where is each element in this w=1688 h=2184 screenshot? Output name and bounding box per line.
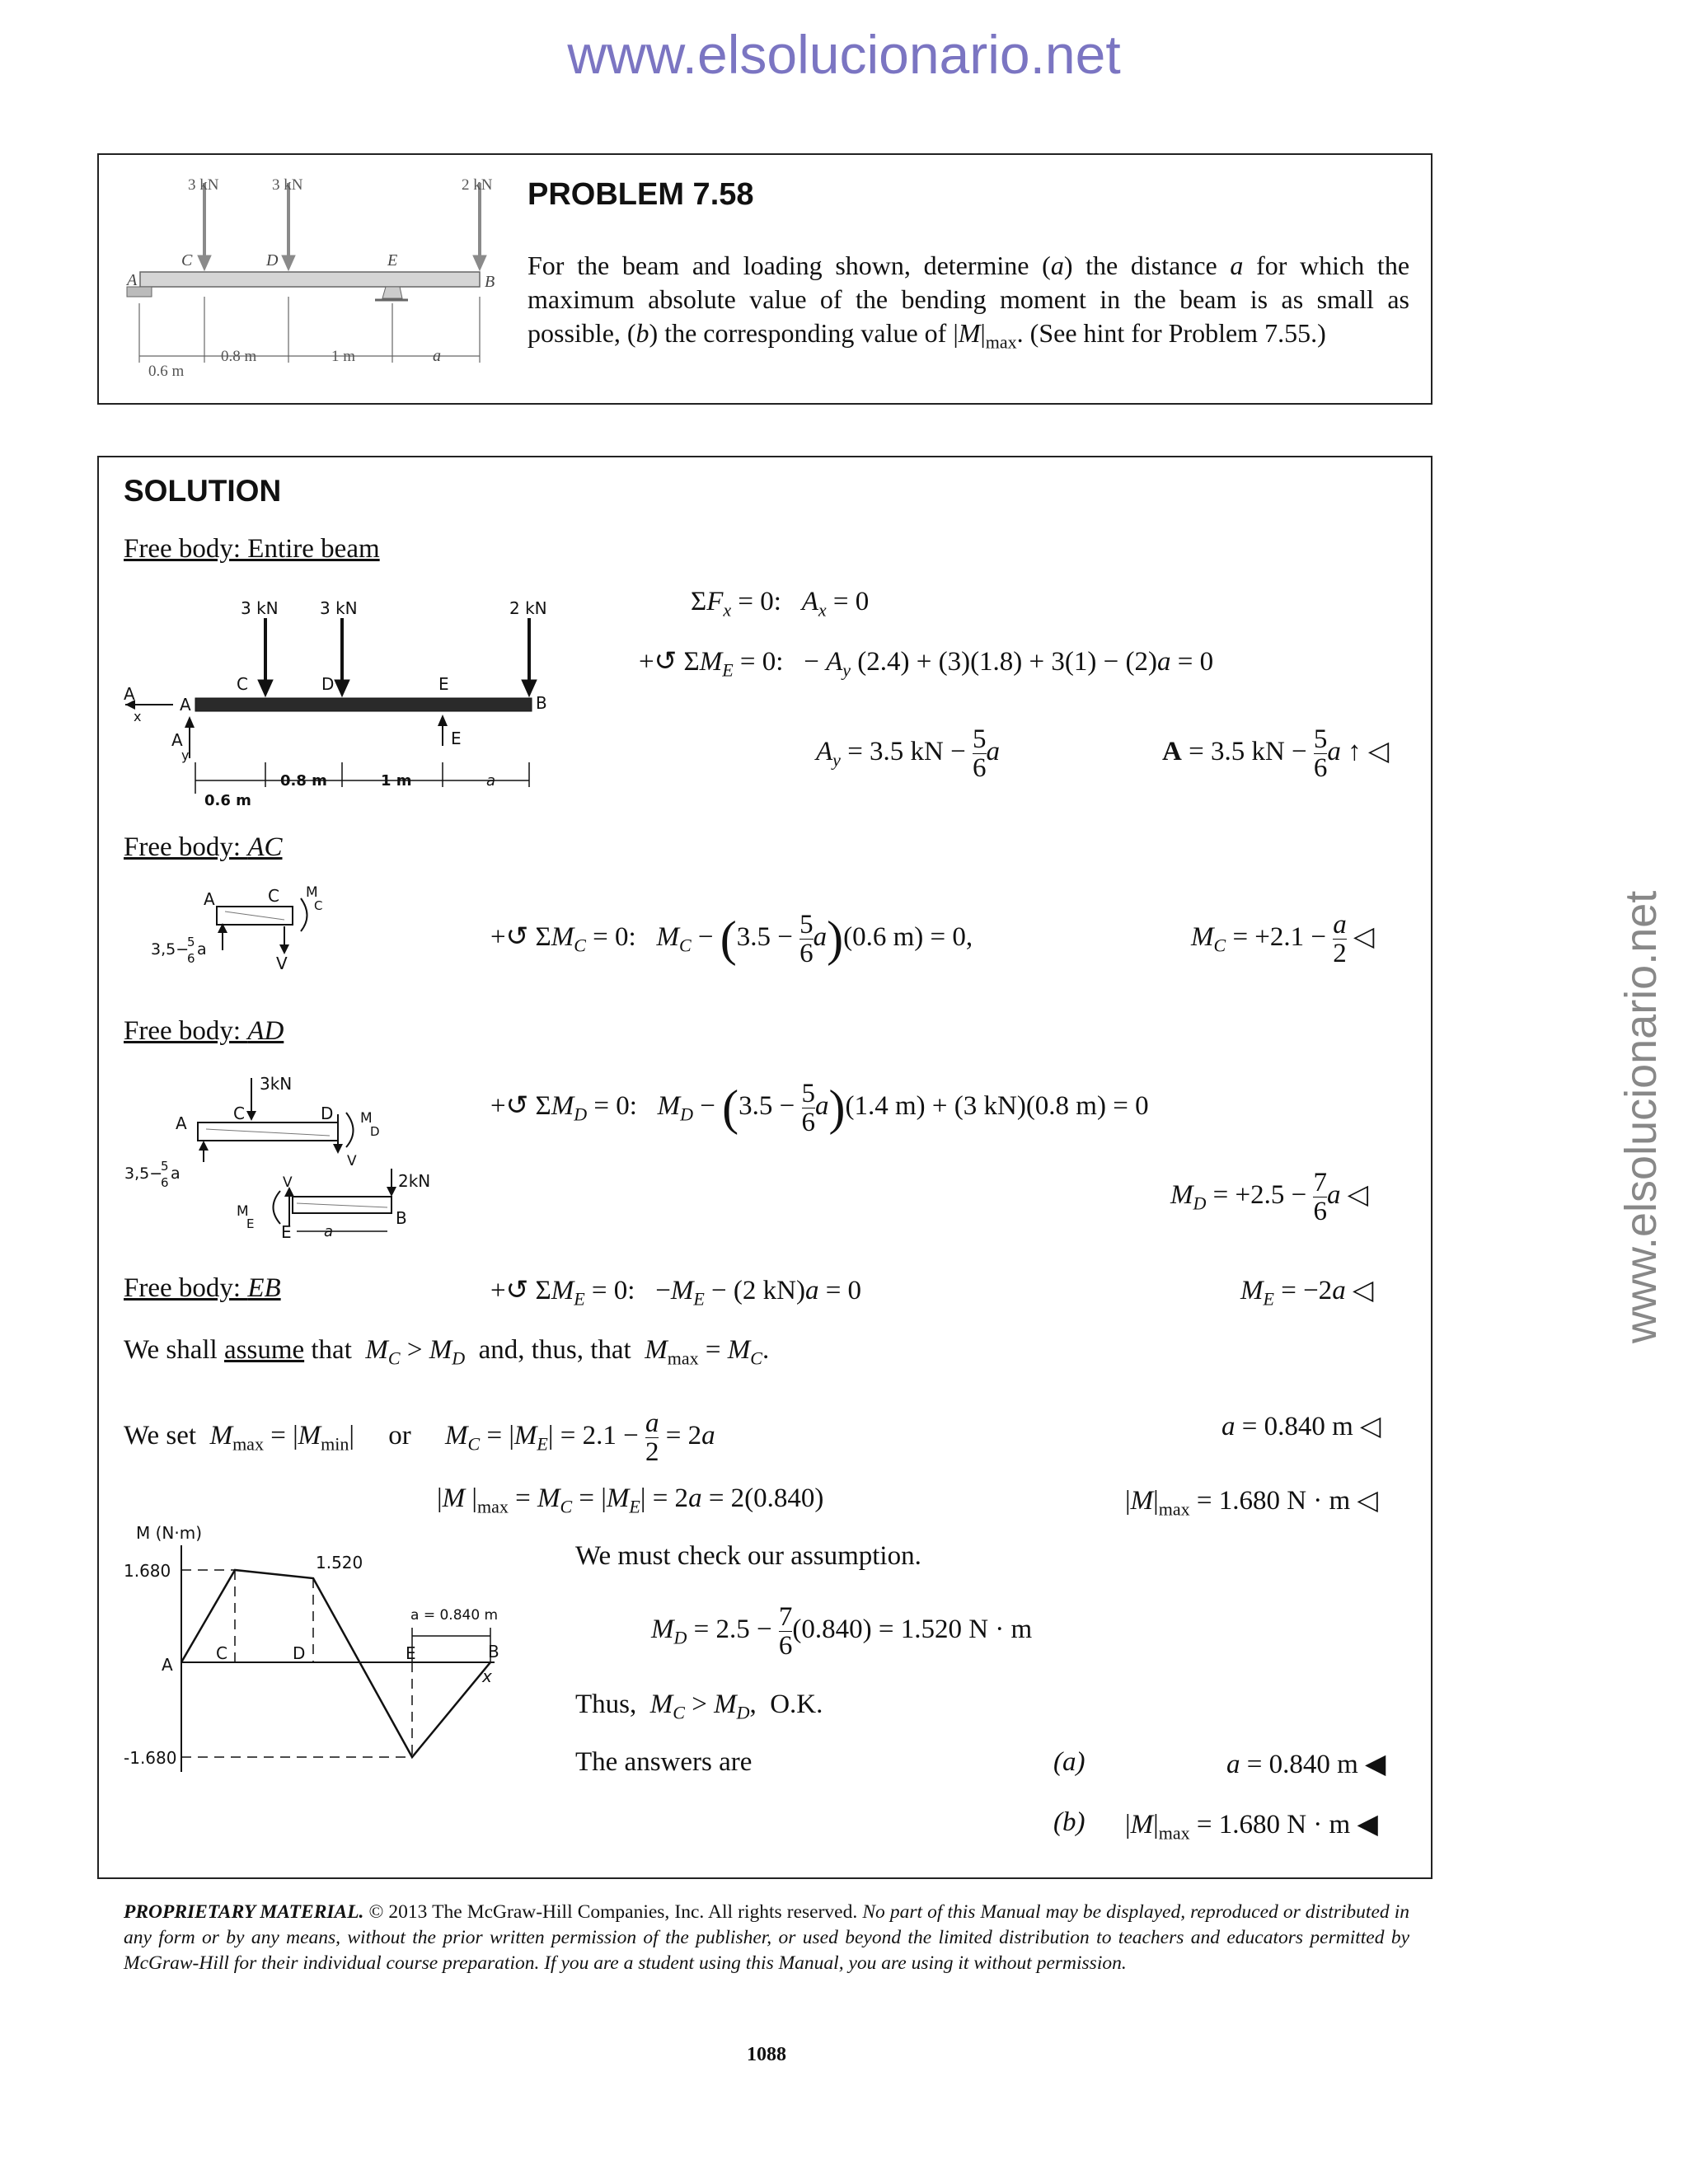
fig1-ay-y: y [181,748,190,763]
fig1-e-reaction: E [451,729,462,748]
fig-point-b: B [485,273,495,291]
check-text: We must check our assumption. [575,1541,921,1571]
svg-text:6: 6 [161,1175,169,1190]
fig1-dim-4: a [486,772,496,790]
fig1-ax-a: A [124,684,135,704]
md-value-max: 1.680 [124,1561,171,1581]
fig-load-2: 3 kN [272,176,303,194]
fig1-beam [195,698,532,711]
fig1-load-1: 3 kN [241,598,279,618]
fig-load-1: 3 kN [188,176,219,194]
fig-point-c: C [181,251,193,269]
svg-text:A: A [176,1113,187,1133]
fig-dim-1: 0.6 m [148,363,185,380]
res-me: $M_E = -2a$ ◁ [1240,1276,1374,1310]
fig-point-a: A [127,271,138,289]
res-a: a = 0.840 m ◁ [1221,1412,1381,1441]
fig-dim-4: a [433,347,441,365]
ans-a: a = 0.840 m ◀ [1226,1750,1386,1779]
svg-text:D: D [370,1124,380,1139]
fb-eb-label: Free body: EB [124,1273,281,1303]
eq-a-result: A = 3.5 kN − $\frac{5}{6}$ a ↑ ◁ [1162,724,1390,783]
md-point-e: E [406,1643,416,1663]
eq-ay: $A_y = 3.5$ kN − $\frac{5}{6}$ a [816,724,1000,783]
fig1-dim-2: 0.8 m [280,772,327,790]
md-point-b: B [488,1642,499,1661]
svg-text:M: M [306,884,318,901]
res-md: $M_D = +2.5$ − $\frac{7}{6}$ a ◁ [1170,1168,1369,1226]
assume-text: We shall assume that $M_C > M_D$ and, thus, that $M_{max} = M_C$. [124,1335,770,1369]
page-number: 1088 [747,2044,786,2065]
fig-dim-2: 0.8 m [221,348,257,365]
md-axis-label: M (N·m) [136,1523,203,1543]
fig-point-d: D [266,251,279,269]
problem-statement: For the beam and loading shown, determine (a) the distance a for which the maximum absolute value of the bending moment in the beam is as small as possible, (b) the corresponding value of $|M|_{max}$. (See hint for Problem 7.55.) [528,251,1410,353]
svg-text:E: E [281,1222,292,1242]
svg-text:a: a [197,940,207,958]
svg-text:3kN: 3kN [260,1074,293,1094]
fig1-ax-x: x [134,709,142,724]
svg-text:a: a [171,1165,181,1183]
fig-fb-ad [120,1071,449,1244]
fb-ac-label: Free body: AC [124,832,283,862]
footer-copyright: PROPRIETARY MATERIAL. © 2013 The McGraw-Hill Companies, Inc. All rights reserved. No part of this Manual may be displayed, reproduced or distributed in any form or by any means, without the prior written permission of the publisher, or used beyond the limited distribution to teachers and educators permitted by McGraw-Hill for their individual course preparation. If you are a student using this Manual, you are using it without permission. [124,1901,1409,1974]
svg-text:V: V [347,1153,357,1169]
watermark-side: www.elsolucionario.net [1616,890,1666,1343]
set-text: We set $M_{max} = |M_{min}|$ or $M_C = |M_E| = 2.1$ − $\frac{a}{2}$ = 2a [124,1408,715,1467]
eq-sum-me-eb: +↺ $\Sigma M_E = 0$: $-M_E - (2$ kN)a = 0 [490,1276,862,1310]
svg-text:C: C [233,1104,245,1123]
md-point-c: C [216,1643,227,1663]
md-point-a: A [162,1655,173,1675]
fig1-load-2: 3 kN [320,598,358,618]
svg-text:3,5−: 3,5− [151,940,190,958]
fig1-point-d: D [321,674,335,694]
eq-sum-me: +↺ $\Sigma M_E = 0$: − $A_y$ (2.4) + (3)(1.8) + 3(1) − (2)a = 0 [639,647,1214,681]
fig1-point-a: A [180,695,191,715]
res-mmax: $|M|_{max} = 1.680$ N · m ◁ [1125,1486,1378,1520]
svg-text:3,5−: 3,5− [124,1165,163,1183]
svg-text:5: 5 [161,1159,169,1174]
res-mc: $M_C = +2.1$ − $\frac{a}{2}$ ◁ [1191,910,1375,968]
fig-entire-beam [115,598,560,816]
eq-sum-mc: +↺ $\Sigma M_C = 0$: $M_C - (3.5$ − $\frac{5}{6}$ a)(0.6 m) = 0, [490,910,973,968]
svg-text:D: D [321,1104,334,1123]
svg-text:C: C [268,886,279,906]
fig1-point-e: E [438,674,449,694]
fb-entire-label: Free body: Entire beam [124,534,380,564]
fig1-ay-a: A [171,730,183,750]
thus-text: Thus, $M_C > M_D$, O.K. [575,1690,823,1723]
fig1-load-3: 2 kN [509,598,547,618]
md-dim: a = 0.840 m [410,1607,499,1624]
fig1-dim-1: 0.6 m [204,792,251,809]
svg-text:B: B [396,1208,407,1228]
fig-support-e [382,287,402,298]
svg-text:V: V [283,1174,293,1191]
svg-text:M: M [360,1110,373,1127]
svg-text:5: 5 [187,935,195,949]
svg-text:E: E [246,1216,255,1231]
fb-ad-label: Free body: AD [124,1016,284,1046]
svg-text:M: M [237,1203,249,1220]
fig-beam [140,272,480,287]
fig-load-3: 2 kN [462,176,493,194]
md-curve [181,1570,490,1757]
md-value-min: -1.680 [124,1748,177,1768]
svg-text:C: C [314,898,323,913]
svg-text:a: a [324,1223,334,1240]
md-point-d: D [293,1643,306,1663]
eq-sum-fx: $\Sigma F_x = 0$: $A_x = 0$ [691,587,870,621]
moment-diagram [115,1521,528,1793]
solution-title: SOLUTION [124,474,282,508]
md-value-d: 1.520 [316,1553,363,1572]
fig1-dim-3: 1 m [381,772,412,790]
fig-dim-3: 1 m [331,348,356,365]
problem-title: PROBLEM 7.58 [528,177,754,212]
fig-point-e: E [387,251,398,269]
ans-b: $|M|_{max} = 1.680$ N · m ◀ [1125,1810,1378,1844]
fig1-point-b: B [536,693,547,713]
fig1-point-c: C [237,674,248,694]
answers-label: The answers are [575,1747,753,1777]
watermark-top[interactable]: www.elsolucionario.net [567,24,1121,85]
eq-mmax: |M $|_{max} = M_C = |M_E| = 2a = 2(0.840)$ [437,1483,824,1517]
problem-figure [115,165,495,396]
ans-a-label: (a) [1053,1747,1085,1777]
svg-text:V: V [276,954,288,973]
ans-b-label: (b) [1053,1807,1085,1837]
svg-text:6: 6 [187,951,195,966]
eq-sum-md: +↺ $\Sigma M_D = 0$: $M_D - (3.5$ − $\frac{5}{6}$ a)(1.4 m) + (3 kN)(0.8 m) = 0 [490,1079,1149,1137]
eq-check: $M_D = 2.5$ − $\frac{7}{6}$ (0.840) = 1.520 N · m [651,1602,1033,1661]
svg-text:A: A [204,889,215,909]
svg-text:2kN: 2kN [398,1171,431,1191]
fig-fb-ac [144,880,342,975]
md-x-axis: x [482,1666,492,1686]
